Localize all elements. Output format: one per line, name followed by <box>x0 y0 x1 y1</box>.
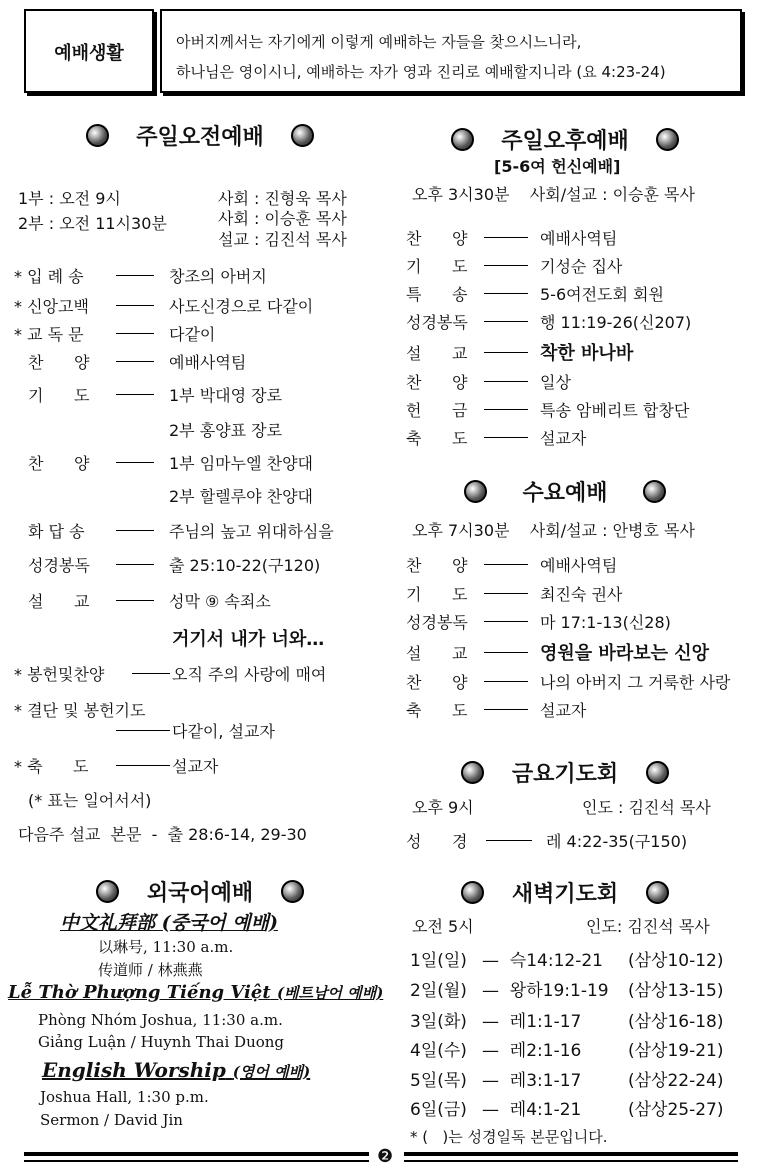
morning-item-value: 사도신경으로 다같이 <box>169 297 314 316</box>
wednesday-item-row <box>406 670 746 692</box>
leader-dash <box>484 321 528 322</box>
dawn-text: — 레3:1-17 <box>482 1071 582 1091</box>
leader-dash <box>116 361 154 362</box>
dawn-ref: (삼상13-15) <box>628 981 724 1001</box>
morning-item-label: 기 도 <box>28 386 90 405</box>
morning-blessing-row: * 축 도 설교자 <box>14 757 219 776</box>
morning-decision-label: * 결단 및 봉헌기도 <box>14 701 146 720</box>
afternoon-title: 주일오후예배 <box>395 124 735 155</box>
morning-item-label: 설 교 <box>28 592 90 611</box>
afternoon-subtitle: [5-6여 헌신예배] <box>494 157 621 176</box>
leader-dash <box>116 394 154 395</box>
english-line-1: Joshua Hall, 1:30 p.m. <box>40 1088 209 1106</box>
leader-dash <box>484 564 528 565</box>
dawn-time: 오전 5시 <box>412 917 474 936</box>
bullet-icon <box>646 881 669 904</box>
dawn-text: — 레4:1-21 <box>482 1100 582 1120</box>
wednesday-item-label: 기 도 <box>406 585 468 604</box>
leader-dash <box>484 681 528 682</box>
header-label-box <box>24 9 154 93</box>
morning-item-row <box>14 350 384 372</box>
leader-dash <box>484 237 528 238</box>
morning-note: (* 표는 일어서서) <box>28 791 152 810</box>
afternoon-item-label: 기 도 <box>406 257 468 276</box>
viet-line-2: Giảng Luận / Huynh Thai Duong <box>38 1033 285 1051</box>
dawn-day-row <box>410 1007 740 1032</box>
morning-item-value: 2부 홍양표 장로 <box>169 421 283 440</box>
dawn-day-row <box>410 1095 740 1120</box>
morning-item-row <box>14 322 384 344</box>
bullet-icon <box>461 881 484 904</box>
morning-item-label: * 신앙고백 <box>14 297 89 316</box>
dawn-leader: 인도: 김진석 목사 <box>586 917 710 936</box>
dawn-text: — 왕하19:1-19 <box>482 981 609 1001</box>
afternoon-item-value: 특송 암베리트 합창단 <box>540 401 690 420</box>
afternoon-item-value: 예배사역팀 <box>540 229 618 248</box>
wednesday-item-label: 찬 양 <box>406 556 468 575</box>
afternoon-item-row <box>406 370 746 392</box>
dawn-ref: (삼상22-24) <box>628 1071 724 1091</box>
header-verse-box <box>160 9 742 93</box>
morning-item-value: 성막 ⑨ 속죄소 <box>169 592 271 611</box>
afternoon-item-row <box>406 341 746 363</box>
morning-item-label: * 교 독 문 <box>14 325 84 344</box>
afternoon-item-label: 찬 양 <box>406 373 468 392</box>
bullet-icon <box>646 761 669 784</box>
wednesday-title: 수요예배 <box>395 476 735 507</box>
morning-item-value: 다같이 <box>169 325 216 344</box>
morning-item-value: 1부 박대영 장로 <box>169 386 283 405</box>
morning-item-row <box>14 294 384 316</box>
chinese-title: 中文礼拜部 (중국어 예배) <box>60 912 278 934</box>
afternoon-item-label: 성경봉독 <box>406 313 468 332</box>
dawn-text: — 슥14:12-21 <box>482 951 603 971</box>
friday-title: 금요기도회 <box>395 757 735 788</box>
leader-dash <box>484 409 528 410</box>
wednesday-item-label: 축 도 <box>406 701 468 720</box>
leader-dash <box>116 564 154 565</box>
wednesday-item-row <box>406 641 746 663</box>
bullet-icon <box>464 480 487 503</box>
bullet-icon <box>643 480 666 503</box>
dawn-day: 2일(월) <box>410 981 467 1001</box>
dawn-ref: (삼상16-18) <box>628 1012 724 1032</box>
leader-dash <box>116 600 154 601</box>
leader-dash <box>116 305 154 306</box>
morning-item-row <box>14 451 384 473</box>
morning-role-1: 사회 : 진형욱 목사 <box>218 189 347 208</box>
afternoon-item-value: 행 11:19-26(신207) <box>540 313 692 332</box>
leader-dash <box>116 275 154 276</box>
afternoon-item-label: 축 도 <box>406 429 468 448</box>
leader-dash <box>484 265 528 266</box>
morning-item-value: 출 25:10-22(구120) <box>169 556 321 575</box>
leader-dash <box>484 352 528 353</box>
bullet-icon <box>656 128 679 151</box>
morning-item-row <box>14 589 384 611</box>
morning-item-label: 찬 양 <box>28 353 90 372</box>
afternoon-item-row <box>406 226 746 248</box>
wednesday-item-row <box>406 698 746 720</box>
dawn-day: 5일(목) <box>410 1071 467 1091</box>
morning-role-2: 사회 : 이승훈 목사 <box>218 209 347 228</box>
morning-item-value: 2부 할렐루야 찬양대 <box>169 487 313 506</box>
afternoon-info: 오후 3시30분 사회/설교 : 이승훈 목사 <box>412 185 695 204</box>
afternoon-item-label: 특 송 <box>406 285 468 304</box>
wednesday-item-value: 설교자 <box>540 701 587 720</box>
morning-item-value: 1부 임마누엘 찬양대 <box>169 454 313 473</box>
wednesday-item-value: 마 17:1-13(신28) <box>540 613 671 632</box>
afternoon-item-value: 설교자 <box>540 429 587 448</box>
morning-item-label: 성경봉독 <box>28 556 90 575</box>
dawn-day-row <box>410 1066 740 1091</box>
dawn-text: — 레2:1-16 <box>482 1041 582 1061</box>
chinese-line-2: 传道师 / 林燕燕 <box>98 961 203 979</box>
next-sermon: 다음주 설교 본문 - 출 28:6-14, 29-30 <box>18 825 307 844</box>
dawn-text: — 레1:1-17 <box>482 1012 582 1032</box>
morning-title: 주일오전예배 <box>20 120 380 151</box>
leader-dash <box>116 462 154 463</box>
wednesday-item-label: 설 교 <box>406 644 468 663</box>
wednesday-item-value: 최진숙 권사 <box>540 585 623 604</box>
afternoon-item-row <box>406 310 746 332</box>
morning-time-1: 1부 : 오전 9시 <box>18 189 121 208</box>
leader-dash <box>484 652 528 653</box>
verse-line-2: 하나님은 영이시니, 예배하는 자가 영과 진리로 예배할지니라 (요 4:23-24) <box>176 63 666 81</box>
afternoon-item-value: 5-6여전도회 회원 <box>540 285 664 304</box>
dawn-day-row <box>410 976 740 1001</box>
chinese-line-1: 以琳号, 11:30 a.m. <box>98 938 234 956</box>
morning-item-value: 주님의 높고 위대하심을 <box>169 522 334 541</box>
afternoon-item-row <box>406 426 746 448</box>
leader-dash <box>116 333 154 334</box>
footer-rule-right <box>404 1152 738 1156</box>
wednesday-item-label: 찬 양 <box>406 673 468 692</box>
dawn-day: 4일(수) <box>410 1041 467 1061</box>
bullet-icon <box>96 880 119 903</box>
bullet-icon <box>86 124 109 147</box>
bullet-icon <box>451 128 474 151</box>
leader-dash <box>484 381 528 382</box>
wednesday-item-row <box>406 553 746 575</box>
morning-item-value: 창조의 아버지 <box>169 267 267 286</box>
dawn-ref: (삼상25-27) <box>628 1100 724 1120</box>
verse-line-1: 아버지께서는 자기에게 이렇게 예배하는 자들을 찾으시느니라, <box>176 33 582 51</box>
wednesday-info: 오후 7시30분 사회/설교 : 안병호 목사 <box>412 521 695 540</box>
morning-item-label: 화 답 송 <box>28 522 85 541</box>
leader-dash <box>116 530 154 531</box>
leader-dash <box>484 621 528 622</box>
viet-line-1: Phòng Nhóm Joshua, 11:30 a.m. <box>38 1011 283 1029</box>
morning-time-2: 2부 : 오전 11시30분 <box>18 214 167 233</box>
afternoon-item-row <box>406 282 746 304</box>
afternoon-item-value: 기성순 집사 <box>540 257 623 276</box>
morning-item-value: 예배사역팀 <box>169 353 247 372</box>
morning-item-row <box>14 519 384 541</box>
morning-item-row <box>14 484 384 506</box>
viet-title: Lễ Thờ Phượng Tiếng Việt (베트남어 예배) <box>8 982 384 1003</box>
wednesday-item-value: 예배사역팀 <box>540 556 618 575</box>
wednesday-item-value: 영원을 바라보는 신앙 <box>540 643 710 664</box>
afternoon-item-value: 일상 <box>540 373 571 392</box>
bullet-icon <box>281 880 304 903</box>
morning-offering-row: * 봉헌및찬양 오직 주의 사랑에 매여 <box>14 665 327 684</box>
leader-dash <box>484 593 528 594</box>
footer-rule-right-thin <box>404 1160 738 1162</box>
bullet-icon <box>291 124 314 147</box>
afternoon-item-label: 설 교 <box>406 344 468 363</box>
footer-rule-left-thin <box>24 1160 369 1162</box>
afternoon-item-row <box>406 398 746 420</box>
dawn-note: * ( )는 성경일독 본문입니다. <box>410 1128 608 1146</box>
morning-role-3: 설교 : 김진석 목사 <box>218 230 347 249</box>
dawn-day-row <box>410 1036 740 1061</box>
morning-item-row <box>14 553 384 575</box>
foreign-title: 외국어예배 <box>20 876 380 907</box>
wednesday-item-row <box>406 610 746 632</box>
dawn-day: 1일(일) <box>410 951 467 971</box>
english-line-2: Sermon / David Jin <box>40 1111 183 1129</box>
afternoon-item-label: 찬 양 <box>406 229 468 248</box>
friday-leader: 인도 : 김진석 목사 <box>582 798 711 817</box>
footer-rule-left <box>24 1152 369 1156</box>
morning-item-label: * 입 례 송 <box>14 267 84 286</box>
morning-item-row <box>14 418 384 440</box>
dawn-ref: (삼상19-21) <box>628 1041 724 1061</box>
leader-dash <box>484 437 528 438</box>
leader-dash <box>484 293 528 294</box>
wednesday-item-row <box>406 582 746 604</box>
friday-scripture-row: 성 경 레 4:22-35(구150) <box>406 832 688 851</box>
afternoon-item-label: 헌 금 <box>406 401 468 420</box>
morning-item-row <box>14 383 384 405</box>
afternoon-item-value: 착한 바나바 <box>540 343 634 364</box>
wednesday-item-value: 나의 아버지 그 거룩한 사랑 <box>540 673 731 692</box>
afternoon-item-row <box>406 254 746 276</box>
morning-item-label: 찬 양 <box>28 454 90 473</box>
morning-item-row <box>14 264 384 286</box>
english-title: English Worship (영어 예배) <box>42 1058 311 1082</box>
dawn-day-row <box>410 946 740 971</box>
page-number: ❷ <box>377 1146 394 1167</box>
wednesday-item-label: 성경봉독 <box>406 613 468 632</box>
dawn-ref: (삼상10-12) <box>628 951 724 971</box>
dawn-day: 3일(화) <box>410 1012 467 1032</box>
morning-sermon-title: 거기서 내가 너와… <box>172 629 325 650</box>
friday-time: 오후 9시 <box>412 798 474 817</box>
morning-decision-row: 다같이, 설교자 <box>14 719 374 741</box>
bullet-icon <box>461 761 484 784</box>
leader-dash <box>484 709 528 710</box>
dawn-title: 새벽기도회 <box>395 877 735 908</box>
header-label: 예배생활 <box>54 43 124 64</box>
dawn-day: 6일(금) <box>410 1100 467 1120</box>
